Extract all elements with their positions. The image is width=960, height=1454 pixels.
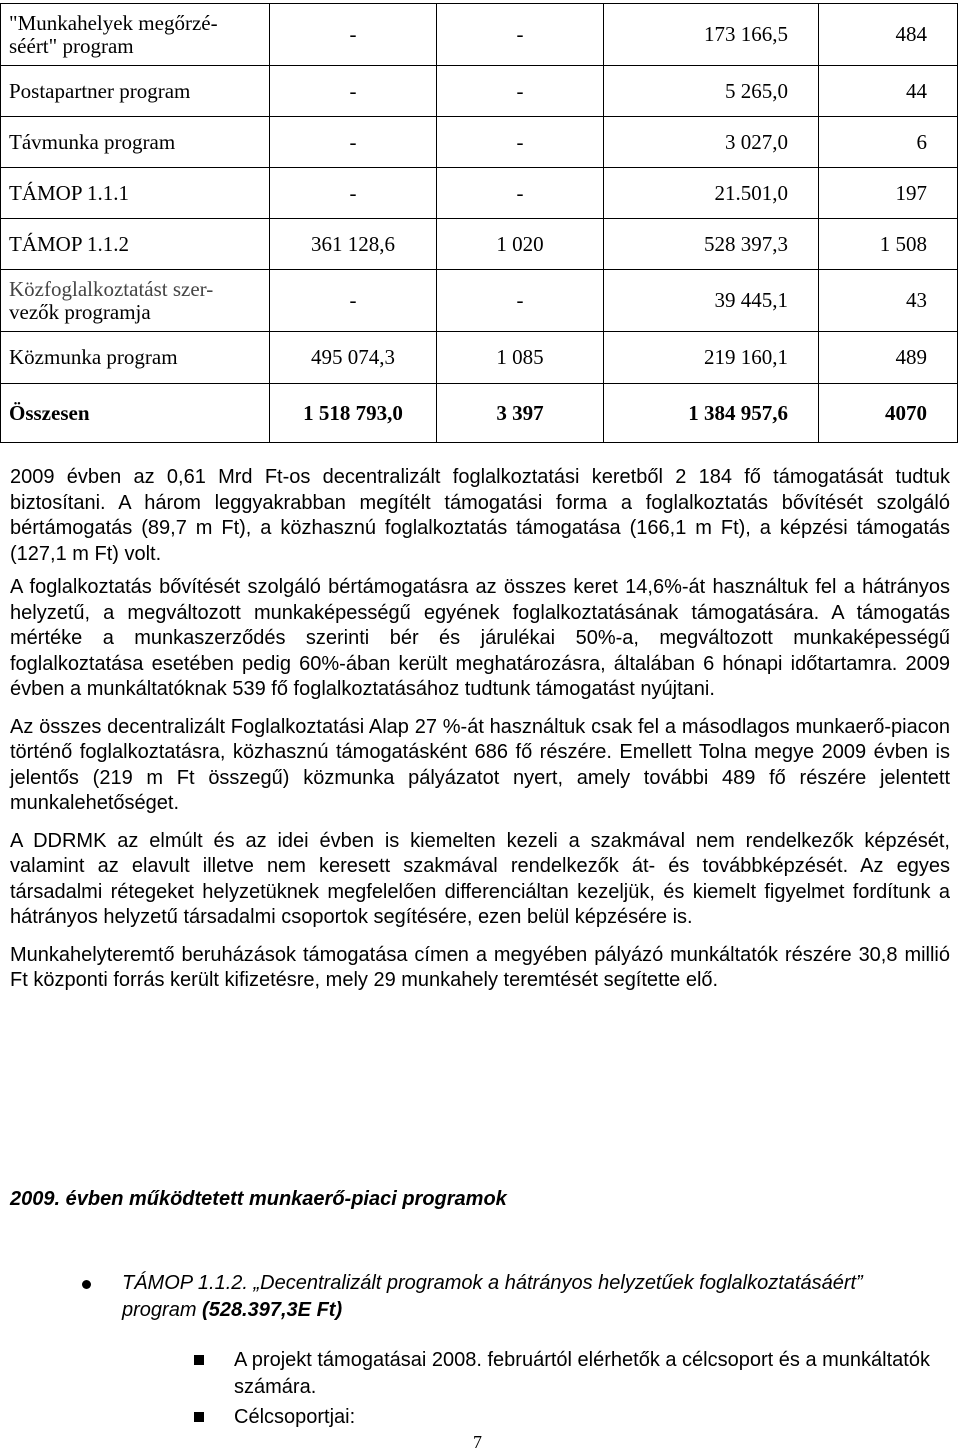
total-label-cell: Összesen <box>1 384 270 443</box>
table-row <box>1 168 958 219</box>
value-cell: 197 <box>819 168 958 219</box>
program-name-cell: TÁMOP 1.1.2 <box>1 219 270 270</box>
value-cell: - <box>437 168 604 219</box>
value-cell: - <box>270 117 437 168</box>
value-cell: 5 265,0 <box>604 66 819 117</box>
value-cell: - <box>437 117 604 168</box>
program-name-cell: Postapartner program <box>1 66 270 117</box>
total-value-cell: 3 397 <box>437 384 604 443</box>
bullet-text <box>122 1270 942 1324</box>
program-name-cell: Közmunka program <box>1 332 270 384</box>
bullet-main-text: TÁMOP 1.1.2. „Decentralizált programok a hátrányos helyzetűek foglalkoztatásáért” program <box>122 1272 863 1321</box>
paragraph: A foglalkoztatás bővítését szolgáló bértámogatásra az összes keret 14,6%-át használtuk fel a hátrányos helyzetű, a megváltozott munkaképességű egyének foglalkoztatásának támogatására. A támogatás mértéke a munkaszerződés szerinti bér és járulékai 50%-a, megváltozott munkaképességű foglalkoztatása esetében pedig 60%-ában került meghatározásra, általában 6 hónapi időtartamra. 2009 évben a munkáltatóknak 539 fő foglalkoztatásához tudtunk támogatást nyújtani. <box>10 576 950 700</box>
table-total-row <box>1 384 958 443</box>
sub-bullet-text: A projekt támogatásai 2008. februártól elérhetők a célcsoport és a munkáltatók számára. <box>234 1349 930 1398</box>
body-text <box>10 465 950 1006</box>
table-row <box>1 117 958 168</box>
value-cell: 1 085 <box>437 332 604 384</box>
program-name-line: "Munkahelyek megőrzé- <box>9 10 218 35</box>
table-row <box>1 332 958 384</box>
bullet-amount: (528.397,3E Ft) <box>202 1299 343 1321</box>
paragraph: Munkahelyteremtő beruházások támogatása címen a megyében pályázó munkáltatók részére 30,8 millió Ft központi forrás került kifizetésre, mely 29 munkahely teremtését segítette elő. <box>10 943 950 991</box>
table-row <box>1 219 958 270</box>
value-cell: 484 <box>819 4 958 66</box>
paragraph: Az összes decentralizált Foglalkoztatási Alap 27 %-át használtuk csak fel a másodlagos munkaerő-piacon történő foglalkoztatásra, közhasznú támogatásként 686 fő részére. Emellett Tolna megye 2009 évben is jelentős (219 m Ft összegű) közmunka pályázatot nyert, amely további 489 fő részére jelentett munkalehetőséget. <box>10 715 950 814</box>
table-row <box>1 66 958 117</box>
value-cell: 173 166,5 <box>604 4 819 66</box>
value-cell: 39 445,1 <box>604 270 819 332</box>
value-cell: - <box>270 270 437 332</box>
total-value-cell: 1 384 957,6 <box>604 384 819 443</box>
value-cell: 1 508 <box>819 219 958 270</box>
program-name-line: séért" program <box>9 33 134 58</box>
table-row <box>1 270 958 332</box>
program-name-cell: TÁMOP 1.1.1 <box>1 168 270 219</box>
value-cell: - <box>437 66 604 117</box>
value-cell: - <box>437 4 604 66</box>
value-cell: - <box>270 168 437 219</box>
value-cell: 21.501,0 <box>604 168 819 219</box>
page-number: 7 <box>473 1432 482 1452</box>
total-value-cell: 1 518 793,0 <box>270 384 437 443</box>
value-cell: 6 <box>819 117 958 168</box>
program-name-cell <box>1 4 270 66</box>
value-cell: 43 <box>819 270 958 332</box>
value-cell: - <box>270 66 437 117</box>
sub-bullet-item <box>194 1404 954 1431</box>
value-cell: - <box>270 4 437 66</box>
paragraph: 2009 évben az 0,61 Mrd Ft-os decentralizált foglalkoztatási keretből 2 184 fő támogatását tudtuk biztosítani. A három leggyakrabban megítélt támogatási forma a foglalkoztatás bővítését szolgáló bértámogatás (89,7 m Ft), a közhasznú foglalkoztatás támogatása (166,1 m Ft), a képzési támogatás (127,1 m Ft) volt. <box>10 466 950 565</box>
sub-bullet-text: Célcsoportjai: <box>234 1406 356 1428</box>
total-value-cell: 4070 <box>819 384 958 443</box>
program-name-cell: Távmunka program <box>1 117 270 168</box>
value-cell: 44 <box>819 66 958 117</box>
table-row <box>1 4 958 66</box>
statistics-table <box>0 3 958 443</box>
program-name-line: vezők programja <box>9 299 151 324</box>
program-name-cell <box>1 270 270 332</box>
square-bullet-icon <box>194 1412 204 1422</box>
value-cell: 361 128,6 <box>270 219 437 270</box>
program-name-line: Közfoglalkoztatást szer- <box>9 276 214 301</box>
value-cell: 528 397,3 <box>604 219 819 270</box>
value-cell: 1 020 <box>437 219 604 270</box>
section-heading: 2009. évben működtetett munkaerő-piaci programok <box>10 1188 507 1210</box>
value-cell: 219 160,1 <box>604 332 819 384</box>
square-bullet-icon <box>194 1355 204 1365</box>
sub-bullet-item <box>194 1347 954 1401</box>
bullet-item <box>82 1270 942 1324</box>
value-cell: 489 <box>819 332 958 384</box>
value-cell: 3 027,0 <box>604 117 819 168</box>
value-cell: - <box>437 270 604 332</box>
bullet-dot-icon <box>82 1280 91 1289</box>
paragraph: A DDRMK az elmúlt és az idei évben is kiemelten kezeli a szakmával nem rendelkezők képzését, valamint az elavult illetve nem keresett szakmával rendelkezők át- és továbbképzését. Az egyes társadalmi rétegeket helyzetüknek megfelelően differenciáltan kezeljük, és kiemelt figyelmet fordítunk a hátrányos helyzetű társadalmi csoportok segítésére, ezen belül képzésére is. <box>10 829 950 928</box>
value-cell: 495 074,3 <box>270 332 437 384</box>
